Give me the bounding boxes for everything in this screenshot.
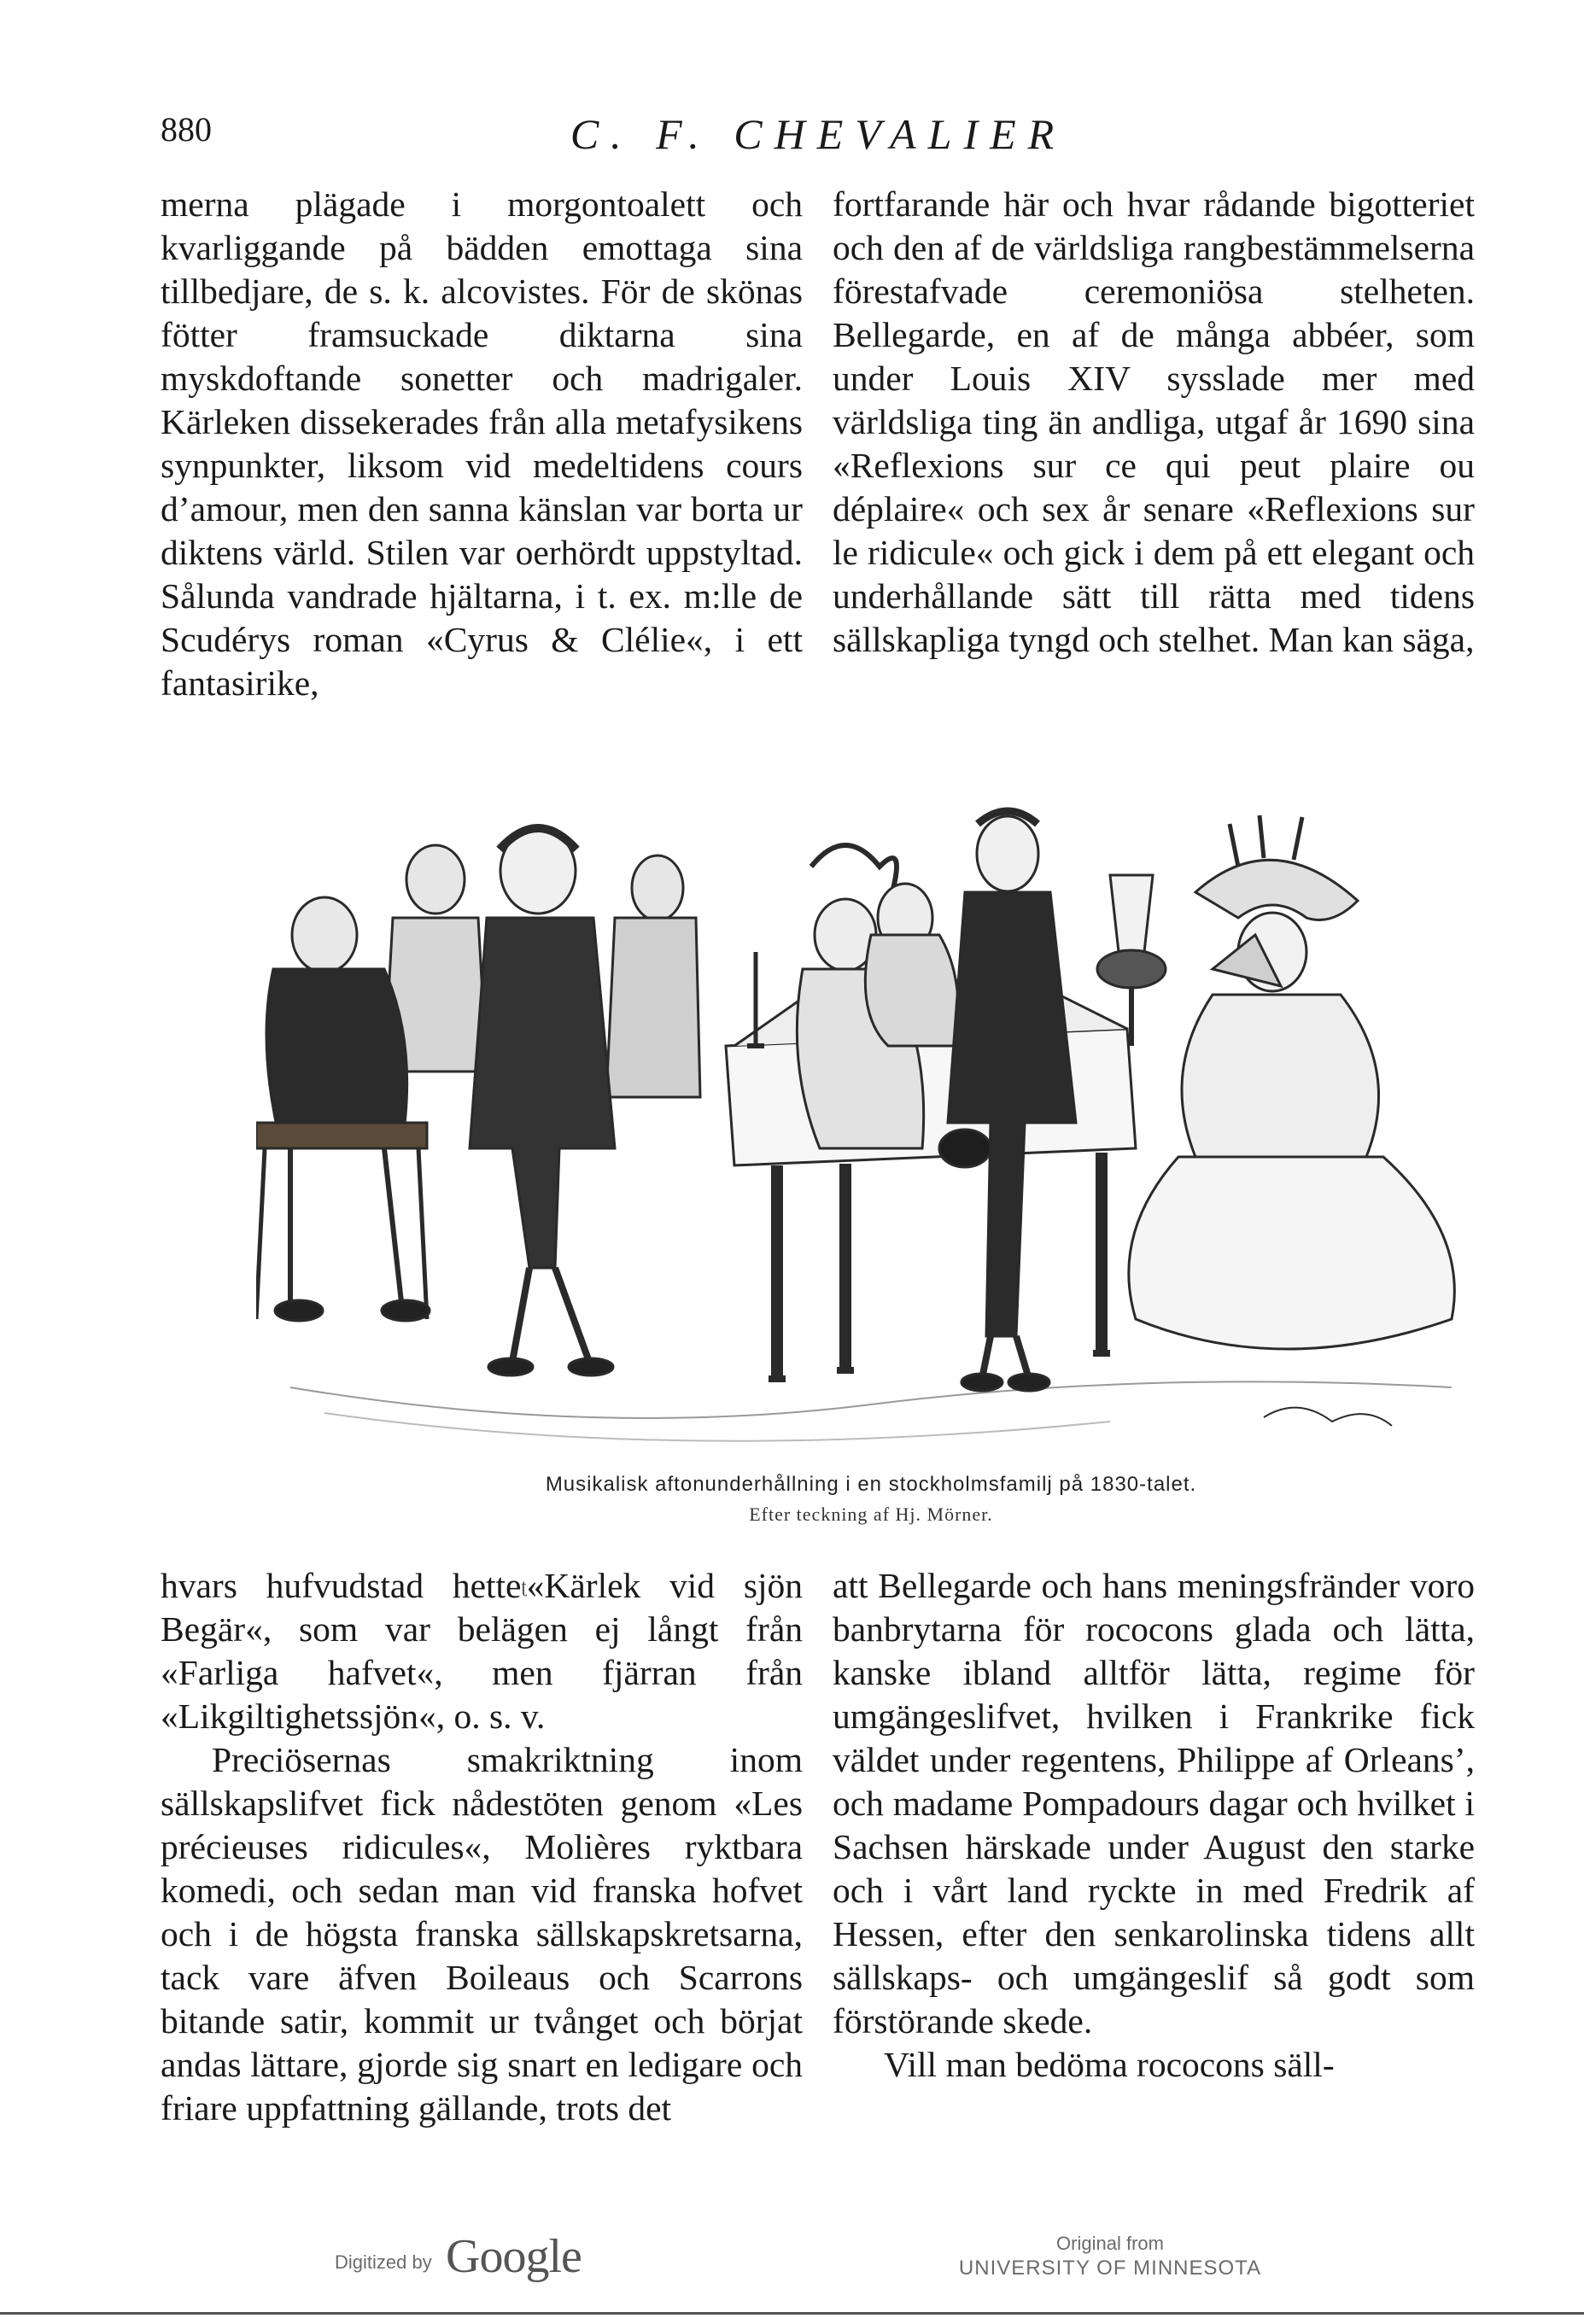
paragraph: merna plägade i morgontoalett och kvarliggande på bädden emottaga sina tillbedjare, de s. k. alcovistes. För de skönas fötter framsuckade diktarna sina myskdoftande sonetter och madrigaler. Kärleken dissekerades från alla metafysikens synpunkter, liksom vid medeltidens cours d’amour, men den sanna känslan var borta ur diktens värld. Stilen var oerhördt uppstyltad. Sålunda vandrade hjältarna, i t. ex. m:lle de Scudérys roman «Cyrus & Clélie«, i ett fantasirike,	[161, 184, 803, 703]
figure-caption	[256, 1473, 1486, 1526]
text-column-bottom-left	[161, 1564, 803, 2179]
original-source	[931, 2233, 1289, 2280]
original-from-label: Original from	[1056, 2233, 1164, 2254]
page-number: 880	[161, 110, 212, 149]
caption-credit: Efter teckning af Hj. Mörner.	[749, 1504, 993, 1525]
paragraph: Vill man bedöma rococons säll-	[884, 2045, 1335, 2084]
page-header	[161, 109, 1476, 161]
university-name: UNIVERSITY OF MINNESOTA	[958, 2257, 1262, 2280]
paragraph: Preciösernas smakriktning inom sällskapslifvet fick nådestöten genom «Les précieuses ridicules«, Molières ryktbara komedi, och sedan man vid franska hofvet och i de högsta franska sällskapskretsarna, tack vare äfven Boileaus och Scarrons bitande satir, kommit ur tvånget och börjat andas lättare, gjorde sig snart en ledigare och friare uppfattning gällande, trots det	[161, 1740, 803, 2128]
caption-title: Musikalisk aftonunderhållning i en stockholmsfamilj på 1830-talet.	[545, 1473, 1197, 1496]
scan-edge-divider	[0, 2312, 1584, 2315]
paragraph: fortfarande här och hvar rådande bigotteriet och den af de världsliga rangbestämmelserna förestafvade ceremoniösa stelheten. Bellegarde, en af de många abbéer, som under Louis XIV sysslade mer med världsliga ting än andliga, utgaf år 1690 sina «Reflexions sur ce qui peut plaire ou déplaire« och sex år senare «Reflexions sur le ridicule« och gick i dem på ett elegant och underhållande sätt till rätta med tidens sällskapliga tyngd och stelhet. Man kan säga,	[833, 184, 1475, 659]
inline-mark: ʈ	[521, 1575, 527, 1597]
running-title: C. F. CHEVALIER	[570, 110, 1067, 158]
paragraph-start: hvars hufvudstad hette	[161, 1566, 522, 1605]
text-column-top-left	[161, 183, 803, 772]
text-column-top-right	[833, 183, 1475, 772]
paragraph-rest: «Kärlek vid sjön Begär«, som var belägen ej långt från «Farliga hafvet«, men fjärran från «Likgiltighetssjön«, o. s. v.	[161, 1566, 803, 1736]
paragraph	[161, 1564, 803, 1738]
paragraph: att Bellegarde och hans meningsfränder voro banbrytarna för rococons glada och lätta, kanske ibland alltför lätta, regime för umgängeslifvet, hvilken i Frankrike fick väldet under regentens, Philippe af Orleans’, och madame Pompadours dagar och hvilket i Sachsen härskade under August den starke och i vårt land ryckte in med Fredrik af Hessen, efter den senkarolinska tidens allt sällskaps- och umgängeslif så godt som förstörande skede.	[833, 1566, 1475, 2041]
text-column-bottom-right	[833, 1564, 1475, 2179]
digitized-by-label: Digitized by	[335, 2251, 432, 2273]
google-logo: Google	[446, 2230, 582, 2283]
page-footer	[0, 2224, 1584, 2309]
illustration-musical-evening	[256, 790, 1486, 1473]
